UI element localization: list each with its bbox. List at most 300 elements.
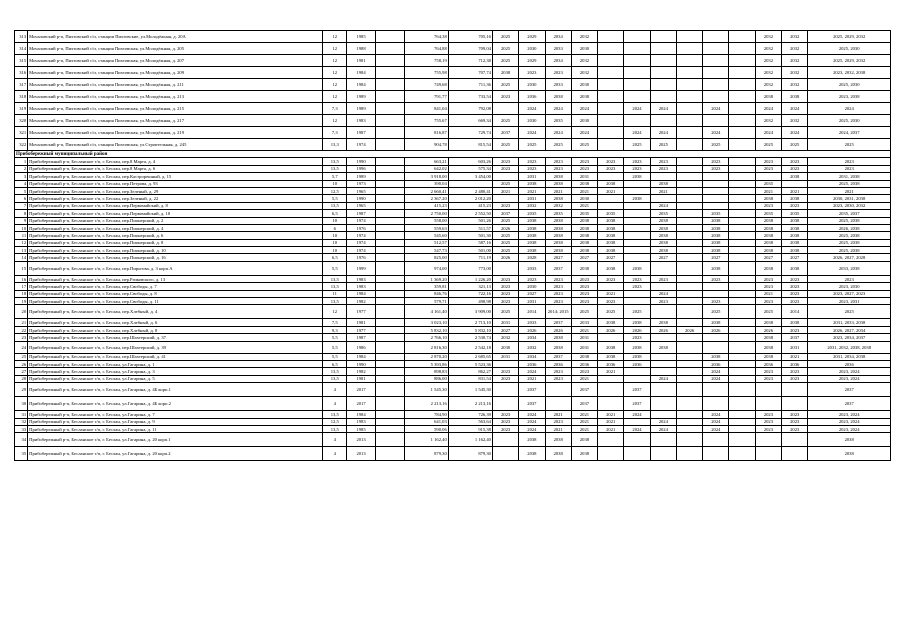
table-cell: [729, 217, 755, 224]
table-cell: [782, 180, 808, 187]
table-cell: 314: [15, 43, 28, 55]
table-cell: 501,26: [448, 217, 492, 224]
table-cell: [624, 247, 650, 254]
table-cell: 2023: [703, 158, 729, 165]
table-cell: 2029: [519, 55, 545, 67]
table-cell: [492, 195, 518, 202]
address-cell: Прибобережный р-п, Бесланское г/п, г. Беслан, пер.Свободы, д. 8: [28, 290, 323, 297]
table-cell: 2021: [598, 187, 624, 194]
table-cell: 915,38: [448, 425, 492, 432]
table-cell: 2030: [519, 283, 545, 290]
table-cell: 2023: [650, 275, 676, 282]
table-cell: 2 530,74: [448, 334, 492, 341]
table-cell: 2023: [571, 290, 597, 297]
table-cell: 2024: [703, 127, 729, 139]
table-cell: 2029: [519, 31, 545, 43]
table-cell: 2023: [782, 425, 808, 432]
table-cell: 2031, 2034, 2038: [808, 353, 891, 360]
table-cell: 2030: [492, 341, 518, 353]
address-cell: Прибобережный р-п, Бесланское г/п, г. Беслан, пер.Зеленый, д. 29: [28, 187, 323, 194]
table-cell: 5,7: [323, 173, 347, 180]
table-cell: 2033: [519, 319, 545, 326]
table-cell: 758,19: [404, 55, 448, 67]
address-cell: Прибобережный р-п, Бесланское г/п, г. Беслан, пер.Пионерский, д. 10: [28, 247, 323, 254]
table-cell: 2023, 2034, 2037: [808, 334, 891, 341]
table-cell: 722,16: [448, 290, 492, 297]
table-cell: [782, 397, 808, 411]
table-cell: 2036: [571, 360, 597, 367]
table-cell: 2033, 2038: [808, 261, 891, 275]
table-cell: 2031: [519, 173, 545, 180]
table-cell: 2 012,20: [448, 195, 492, 202]
table-cell: [676, 187, 702, 194]
table-cell: 1 369,20: [404, 275, 448, 282]
table-cell: 2025, 2030: [808, 79, 891, 91]
table-cell: 2032: [519, 202, 545, 209]
table-cell: [729, 298, 755, 305]
table-cell: 2035, 2037: [808, 210, 891, 217]
table-cell: [624, 210, 650, 217]
table-cell: 2014: [519, 305, 545, 319]
table-cell: 2031: [519, 195, 545, 202]
table-cell: 33: [15, 425, 28, 432]
table-cell: 2023, 2032, 2038: [808, 67, 891, 79]
table-cell: 1985: [347, 31, 376, 43]
table-cell: 4: [323, 383, 347, 397]
table-cell: 2030: [571, 43, 597, 55]
table-cell: 2027: [571, 254, 597, 261]
table-cell: 2036: [598, 360, 624, 367]
table-cell: 2023: [519, 275, 545, 282]
address-cell: Прибобережный р-п, Бесланское г/п, г. Беслан, пер.Первомайский, д. 10: [28, 210, 323, 217]
table-cell: 2025: [624, 305, 650, 319]
table-cell: 2024: [782, 103, 808, 115]
table-cell: 2038: [755, 217, 781, 224]
table-cell: [375, 158, 404, 165]
table-cell: 2023: [650, 298, 676, 305]
table-cell: 2026, 2038: [808, 224, 891, 231]
table-row: [15, 319, 891, 326]
table-cell: [375, 283, 404, 290]
table-cell: [703, 341, 729, 353]
table-cell: [624, 239, 650, 246]
table-cell: 2014: [782, 305, 808, 319]
table-cell: 2021: [755, 290, 781, 297]
table-cell: 2038: [703, 224, 729, 231]
table-cell: [598, 202, 624, 209]
table-cell: 2038: [598, 353, 624, 360]
table-cell: 2027: [598, 254, 624, 261]
table-cell: [598, 91, 624, 103]
table-cell: 2033: [571, 319, 597, 326]
table-cell: 12: [15, 239, 28, 246]
address-cell: Прибобережный р-п, Бесланское г/п, г. Беслан, пер.8 Марта, д. 4: [28, 158, 323, 165]
table-cell: 30: [15, 397, 28, 411]
table-cell: 11: [323, 290, 347, 297]
table-cell: 2026: [650, 326, 676, 333]
table-cell: 2023: [782, 290, 808, 297]
address-cell: Прибобережный р-п, Бесланское г/п, г. Беслан, пер.Пионерский, д. 2: [28, 217, 323, 224]
table-cell: [624, 67, 650, 79]
table-cell: 2021: [571, 418, 597, 425]
table-cell: 2038: [598, 261, 624, 275]
table-cell: 321: [15, 127, 28, 139]
table-cell: [729, 165, 755, 172]
table-cell: [676, 368, 702, 375]
table-cell: 2023: [598, 158, 624, 165]
table-cell: 501,00: [448, 247, 492, 254]
table-row: [15, 290, 891, 297]
table-cell: 10: [323, 239, 347, 246]
table-cell: [676, 158, 702, 165]
table-cell: [650, 43, 676, 55]
table-cell: 2027: [545, 254, 571, 261]
table-cell: 5 523,36: [448, 360, 492, 367]
table-cell: [598, 334, 624, 341]
table-cell: [492, 447, 518, 461]
table-cell: 2021: [545, 411, 571, 418]
table-cell: 2038: [519, 247, 545, 254]
table-cell: [729, 425, 755, 432]
table-cell: 2037: [782, 334, 808, 341]
address-cell: Прибобережный р-п, Бесланское г/п, г. Беслан, ул.Гагарина, д. 7: [28, 411, 323, 418]
table-cell: [676, 202, 702, 209]
table-cell: [375, 353, 404, 360]
table-row: [15, 433, 891, 447]
table-cell: 2 750,00: [404, 210, 448, 217]
table-cell: 12: [323, 55, 347, 67]
table-cell: 13,5: [323, 158, 347, 165]
table-cell: [755, 173, 781, 180]
table-cell: [676, 173, 702, 180]
table-cell: 2038: [650, 232, 676, 239]
table-cell: [375, 254, 404, 261]
table-cell: 2024: [519, 425, 545, 432]
table-cell: 2038: [598, 232, 624, 239]
table-cell: 2024: [650, 425, 676, 432]
table-cell: [375, 127, 404, 139]
table-cell: 2025: [492, 305, 518, 319]
table-cell: [375, 165, 404, 172]
table-cell: 27: [15, 368, 28, 375]
table-cell: 2038: [545, 447, 571, 461]
table-cell: 898,83: [404, 368, 448, 375]
table-cell: [375, 305, 404, 319]
table-cell: 2021: [598, 418, 624, 425]
table-cell: [624, 202, 650, 209]
table-cell: [729, 433, 755, 447]
table-cell: 2024: [545, 103, 571, 115]
table-cell: 2023: [545, 165, 571, 172]
table-cell: [676, 275, 702, 282]
table-cell: 2032: [755, 55, 781, 67]
table-cell: [375, 360, 404, 367]
table-cell: 2037: [519, 397, 545, 411]
table-row: [15, 275, 891, 282]
table-cell: 1 226,20: [448, 275, 492, 282]
table-cell: 590,06: [404, 425, 448, 432]
table-cell: 2032: [519, 341, 545, 353]
table-cell: 2025: [703, 305, 729, 319]
table-cell: 2038: [782, 91, 808, 103]
address-cell: Мочаловский р-п, Пихтовский с/п, станция Пихтовская, ул.Молодёжная, д. 209: [28, 67, 323, 79]
table-cell: 2023, 2024: [808, 368, 891, 375]
table-cell: 2033: [519, 261, 545, 275]
table-cell: 2032: [571, 67, 597, 79]
table-cell: 2023: [755, 425, 781, 432]
table-cell: [729, 55, 755, 67]
section-row: [15, 151, 891, 158]
table-cell: 2024: [571, 127, 597, 139]
table-cell: [676, 180, 702, 187]
table-cell: 2038: [650, 239, 676, 246]
table-row: [15, 224, 891, 231]
table-cell: 315: [15, 55, 28, 67]
table-row: [15, 353, 891, 360]
table-cell: [598, 397, 624, 411]
table-cell: 2038: [624, 261, 650, 275]
table-cell: 6: [15, 195, 28, 202]
table-cell: 2035: [519, 210, 545, 217]
table-cell: 2024: [703, 411, 729, 418]
table-cell: [676, 224, 702, 231]
table-cell: 12: [323, 67, 347, 79]
table-cell: 2023: [755, 275, 781, 282]
table-cell: [598, 127, 624, 139]
table-cell: 2030, 2031, 2038: [808, 195, 891, 202]
table-cell: [729, 115, 755, 127]
table-cell: 2023: [624, 158, 650, 165]
table-cell: [375, 202, 404, 209]
table-cell: [375, 298, 404, 305]
table-cell: 2038: [755, 91, 781, 103]
table-cell: 2023: [545, 368, 571, 375]
table-cell: 2033: [545, 43, 571, 55]
table-cell: [676, 433, 702, 447]
table-cell: [729, 43, 755, 55]
table-cell: [492, 383, 518, 397]
table-cell: 2027: [492, 326, 518, 333]
table-cell: 2 367,20: [404, 195, 448, 202]
table-cell: 2036: [703, 360, 729, 367]
table-cell: 2027: [755, 254, 781, 261]
table-row: [15, 139, 891, 151]
table-cell: 2023: [492, 418, 518, 425]
address-cell: Мочаловский р-п, Пихтовский с/п, станция Пихтовская, ул.Молодёжная, д. 205: [28, 43, 323, 55]
table-cell: 2038: [519, 232, 545, 239]
table-cell: 2025: [492, 180, 518, 187]
table-cell: [650, 261, 676, 275]
table-cell: 2038: [650, 217, 676, 224]
address-cell: Прибобережный р-п, Бесланское г/п, г. Беслан, ул.Гагарина, д. 4Б корп.1: [28, 383, 323, 397]
table-cell: [375, 103, 404, 115]
table-cell: 7,3: [323, 103, 347, 115]
table-cell: 359,81: [404, 283, 448, 290]
table-cell: [375, 139, 404, 151]
table-cell: 2024: [703, 418, 729, 425]
table-cell: 1989: [347, 103, 376, 115]
table-cell: 2023: [545, 290, 571, 297]
table-cell: 2023: [571, 275, 597, 282]
table-cell: 2024: [650, 375, 676, 382]
table-cell: 10: [323, 180, 347, 187]
table-cell: 2035: [782, 210, 808, 217]
table-cell: [676, 305, 702, 319]
table-cell: 2023: [755, 418, 781, 425]
table-cell: [676, 411, 702, 418]
table-cell: [624, 433, 650, 447]
table-cell: 17: [15, 283, 28, 290]
table-cell: 2026, 2027, 2028: [808, 254, 891, 261]
address-cell: Прибобережный р-п, Бесланское г/п, г. Беслан, пер.Свободы, д. 7: [28, 283, 323, 290]
table-cell: [703, 433, 729, 447]
table-cell: 2023, 2024: [808, 425, 891, 432]
address-cell: Прибобережный р-п, Бесланское г/п, г. Беслан, пер.Кастрорешный, д. 15: [28, 173, 323, 180]
table-cell: 2024: [519, 418, 545, 425]
table-cell: [729, 411, 755, 418]
table-cell: 1999: [347, 261, 376, 275]
table-cell: [676, 319, 702, 326]
table-cell: [448, 180, 492, 187]
table-cell: [729, 383, 755, 397]
table-cell: 2024: [755, 103, 781, 115]
table-cell: [375, 55, 404, 67]
table-cell: 2026: [545, 326, 571, 333]
table-cell: 2021: [571, 411, 597, 418]
table-cell: 2023: [571, 158, 597, 165]
address-cell: Прибобережный р-п, Бесланское г/п, г. Беслан, ул.Гагарина, д. 20 корп.2: [28, 447, 323, 461]
table-cell: 2 713,10: [448, 319, 492, 326]
table-cell: 2025: [571, 139, 597, 151]
table-cell: 2038: [545, 91, 571, 103]
table-cell: 13,5: [323, 202, 347, 209]
table-cell: 2032: [755, 115, 781, 127]
table-cell: [676, 447, 702, 461]
table-cell: [676, 139, 702, 151]
table-cell: [650, 447, 676, 461]
table-cell: 22: [15, 326, 28, 333]
table-cell: 2030: [519, 79, 545, 91]
table-cell: 2025: [492, 139, 518, 151]
table-cell: [676, 418, 702, 425]
table-cell: [375, 43, 404, 55]
table-cell: [676, 165, 702, 172]
table-cell: 2038: [519, 180, 545, 187]
table-cell: [598, 173, 624, 180]
table-cell: 7,3: [323, 127, 347, 139]
table-cell: 2021: [571, 187, 597, 194]
table-cell: 5: [15, 187, 28, 194]
table-cell: 705,16: [448, 31, 492, 43]
table-cell: 2021: [571, 202, 597, 209]
table-cell: 12: [323, 79, 347, 91]
table-cell: [624, 180, 650, 187]
table-cell: 26: [15, 360, 28, 367]
table-cell: 2037: [492, 210, 518, 217]
table-cell: 2021: [598, 425, 624, 432]
table-cell: 2023: [492, 375, 518, 382]
table-cell: [545, 383, 571, 397]
table-cell: 2023: [598, 298, 624, 305]
table-cell: 2023: [782, 411, 808, 418]
table-cell: 2038: [545, 433, 571, 447]
table-cell: 2023: [755, 158, 781, 165]
table-cell: [624, 79, 650, 91]
table-cell: 4: [323, 433, 347, 447]
table-cell: 2023: [571, 298, 597, 305]
table-cell: [676, 298, 702, 305]
table-cell: 2023: [808, 158, 891, 165]
table-cell: 2038: [545, 334, 571, 341]
table-cell: [624, 447, 650, 461]
table-cell: 2038: [782, 195, 808, 202]
table-cell: 1 162,40: [448, 433, 492, 447]
table-cell: [676, 334, 702, 341]
table-row: [15, 202, 891, 209]
table-cell: 2038: [571, 232, 597, 239]
table-cell: 575,34: [448, 165, 492, 172]
table-cell: 2021: [519, 187, 545, 194]
table-cell: 2023: [782, 158, 808, 165]
table-cell: 2038: [755, 334, 781, 341]
table-cell: 2037: [545, 261, 571, 275]
table-row: [15, 79, 891, 91]
table-cell: 2037: [624, 383, 650, 397]
table-cell: 1990: [347, 195, 376, 202]
table-cell: [676, 375, 702, 382]
table-cell: 2023: [782, 368, 808, 375]
table-cell: [650, 353, 676, 360]
table-cell: 1983: [347, 418, 376, 425]
table-cell: [676, 261, 702, 275]
table-cell: 2030: [571, 115, 597, 127]
table-cell: [375, 187, 404, 194]
table-cell: 2032: [492, 334, 518, 341]
table-cell: 10: [323, 217, 347, 224]
table-cell: 2013: [347, 447, 376, 461]
table-cell: 4: [323, 397, 347, 411]
table-cell: 2023, 2024: [808, 411, 891, 418]
table-cell: 1986: [347, 341, 376, 353]
table-cell: [650, 195, 676, 202]
table-cell: 2023, 2024: [808, 418, 891, 425]
table-cell: 886,00: [404, 375, 448, 382]
table-cell: [676, 55, 702, 67]
table-cell: [624, 232, 650, 239]
table-cell: 2038: [545, 224, 571, 231]
repair-schedule-table: [14, 30, 891, 461]
table-cell: [624, 254, 650, 261]
table-cell: 1983: [347, 283, 376, 290]
table-cell: 2038: [703, 319, 729, 326]
table-cell: 2025: [650, 139, 676, 151]
table-cell: 2 870,20: [404, 353, 448, 360]
table-cell: 711,19: [448, 254, 492, 261]
table-row: [15, 31, 891, 43]
table-cell: 2038: [545, 232, 571, 239]
table-cell: 2023: [755, 375, 781, 382]
table-cell: 2024: [650, 103, 676, 115]
table-cell: 2023: [545, 158, 571, 165]
table-cell: 415,23: [448, 202, 492, 209]
table-cell: 2038: [782, 224, 808, 231]
table-cell: 2038: [703, 217, 729, 224]
table-cell: [676, 210, 702, 217]
table-cell: [650, 173, 676, 180]
table-cell: 2035: [755, 210, 781, 217]
table-cell: [676, 31, 702, 43]
table-cell: 2024: [650, 290, 676, 297]
